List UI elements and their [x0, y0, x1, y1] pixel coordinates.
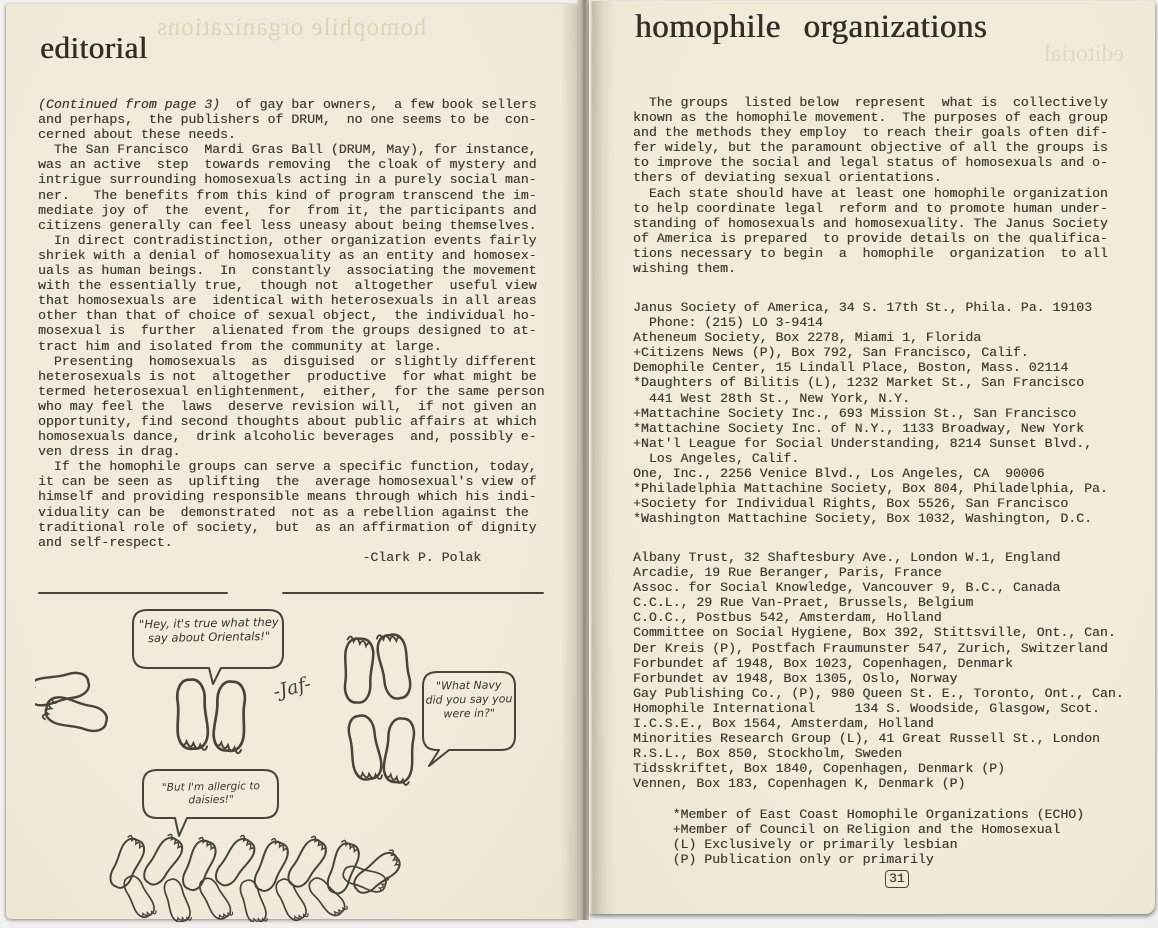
body-line: uals as human beings. In constantly associating the movement — [38, 263, 537, 279]
feet-cartoon-drawing — [35, 585, 566, 922]
body-line: was an active step towards removing the cloak of mystery and — [38, 157, 537, 173]
organization-line: Tidsskriftet, Box 1840, Copenhagen, Denmark (P) — [633, 761, 1005, 777]
organization-line: Arcadie, 19 Rue Beranger, Paris, France — [633, 565, 942, 581]
body-line: ner. The benefits from this kind of program transcend the im- — [38, 187, 537, 203]
body-line: of America is prepared to provide details on the qualifica- — [633, 230, 1108, 246]
page-number-badge: 31 — [885, 870, 909, 888]
body-line: intrigue surrounding homosexuals acting in a purely social man- — [38, 172, 537, 188]
body-line: himself and providing responsible means through which his indi- — [38, 489, 537, 505]
organization-line: +Society for Individual Rights, Box 5526, San Francisco — [633, 496, 1069, 512]
organization-line: Forbundet af 1948, Box 1023, Copenhagen, Denmark — [633, 655, 1013, 671]
body-line: mediate joy of the event, for from it, the participants and — [38, 202, 537, 218]
body-line: In direct contradistinction, other organization events fairly — [38, 232, 537, 248]
body-line: viduality can be demonstrated not as a rebellion against the — [38, 504, 529, 520]
body-line: other than that of choice of sexual object, the individual ho- — [38, 308, 537, 324]
standing-feet-pair — [175, 679, 248, 754]
organization-line: +Mattachine Society Inc., 693 Mission St., San Francisco — [633, 405, 1077, 421]
speech-bubble-3-text: "But I'm allergic to daisies!" — [161, 780, 260, 807]
body-line: citizens generally can feel less uneasy about being themselves. — [38, 217, 537, 233]
organization-line: Janus Society of America, 34 S. 17th St., Phila. Pa. 19103 — [633, 300, 1092, 315]
body-line: The groups listed below represent what is collectively — [633, 95, 1108, 110]
feet-chain-row — [106, 833, 405, 922]
page-gutter — [577, 0, 589, 920]
intro-paragraphs — [633, 95, 1108, 276]
organization-line: Demophile Center, 15 Lindall Place, Boston, Mass. 02114 — [633, 360, 1069, 376]
organization-line: C.C.L., 29 Rue Van-Praet, Brussels, Belgium — [633, 595, 974, 611]
body-line: (Continued from page 3) of gay bar owners, a few book sellers — [38, 97, 537, 112]
speech-bubble-2-text: "What Navy did you say you were in?" — [425, 678, 513, 720]
organization-line: +Nat'l League for Social Understanding, 8214 Sunset Blvd., — [633, 435, 1092, 451]
side-view-feet — [35, 669, 109, 735]
organization-line: Atheneum Society, Box 2278, Miami 1, Florida — [633, 330, 982, 346]
cartoonist-signature: -Jaf- — [270, 672, 314, 704]
body-line: tract him and isolated from the community at large. — [38, 338, 442, 354]
footnote-legend — [633, 807, 1084, 867]
feet-cartoon — [35, 585, 566, 922]
editorial-body — [38, 97, 544, 565]
organization-line: *Washington Mattachine Society, Box 1032, Washington, D.C. — [633, 511, 1092, 527]
left-page — [6, 4, 577, 919]
organization-line: Gay Publishing Co., (P), 980 Queen St. E., Toronto, Ont., Can. — [633, 685, 1124, 701]
body-line: traditional role of society, but as an affirmation of dignity — [38, 519, 537, 535]
body-line: that homosexuals are identical with heterosexuals in all areas — [38, 293, 537, 309]
facing-feet-group — [343, 631, 417, 785]
organization-line: *Daughters of Bilitis (L), 1232 Market St., San Francisco — [633, 375, 1085, 391]
body-line: -Clark P. Polak — [38, 549, 482, 565]
organization-line: One, Inc., 2256 Venice Blvd., Los Angeles, CA 90006 — [633, 466, 1045, 482]
body-line: shriek with a denial of homosexuality as an entity and homosex- — [38, 247, 537, 263]
organization-line: *Mattachine Society Inc. of N.Y., 1133 Broadway, New York — [633, 420, 1085, 436]
organization-line: Minorities Research Group (L), 41 Great Russell St., London — [633, 731, 1100, 747]
organization-line: Los Angeles, Calif. — [633, 450, 800, 466]
body-line: homosexuals dance, drink alcoholic beverages and, possibly e- — [38, 429, 537, 445]
body-line: to improve the social and legal status of homosexuals and o- — [633, 155, 1108, 171]
body-line: who may feel the laws deserve revision will, if not given an — [38, 398, 537, 414]
body-line: Each state should have at least one homophile organization — [633, 185, 1108, 201]
organization-line: Homophile International 134 S. Woodside, Glasgow, Scot. — [633, 700, 1100, 716]
footnote-line: (P) Publication only or primarily — [633, 852, 934, 868]
organization-line: Albany Trust, 32 Shaftesbury Ave., London W.1, England — [633, 550, 1061, 565]
organization-line: Der Kreis (P), Postfach Fraumunster 547, Zurich, Switzerland — [633, 640, 1108, 656]
body-line: The San Francisco Mardi Gras Ball (DRUM, May), for instance, — [38, 142, 537, 158]
body-line: wishing them. — [633, 261, 736, 277]
organization-line: 441 West 28th St., New York, N.Y. — [633, 390, 910, 406]
organization-line: *Philadelphia Mattachine Society, Box 804, Philadelphia, Pa. — [633, 481, 1108, 497]
footnote-line: (L) Exclusively or primarily lesbian — [633, 837, 958, 853]
editorial-title: editorial — [40, 30, 148, 65]
organization-line: Assoc. for Social Knowledge, Vancouver 9, B.C., Canada — [633, 580, 1061, 596]
body-line: heterosexuals is not altogether productive for what might be — [38, 368, 537, 384]
organization-line: +Citizens News (P), Box 792, San Francisco, Calif. — [633, 345, 1029, 361]
body-line: and perhaps, the publishers of DRUM, no one seems to be con- — [38, 112, 537, 128]
body-line: and the methods they employ to reach their goals often dif- — [633, 125, 1108, 141]
us-organizations-list — [633, 300, 1108, 526]
right-page — [589, 1, 1155, 914]
body-line: fer widely, but the paramount objective of all the groups is — [633, 140, 1108, 156]
body-line: tions necessary to begin a homophile organization to all — [633, 245, 1108, 261]
organization-line: Forbundet av 1948, Box 1305, Oslo, Norway — [633, 670, 958, 686]
body-line: to help coordinate legal reform and to promote human under- — [633, 200, 1108, 216]
body-line: thers of deviating sexual orientations. — [633, 170, 942, 186]
body-line: mosexual is further alienated from the groups designed to at- — [38, 323, 537, 339]
homophile-organizations-title: homophile organizations — [635, 9, 988, 45]
body-line: If the homophile groups can serve a specific function, today, — [38, 459, 537, 475]
speech-bubble-1-text: "Hey, it's true what they say about Orientals!" — [138, 614, 279, 646]
body-line: termed heterosexual enlightenment, either, for the same person — [38, 383, 545, 399]
organization-line: R.S.L., Box 850, Stockholm, Sweden — [633, 746, 903, 762]
organization-line: Phone: (215) LO 3-9414 — [633, 315, 823, 331]
organization-line: Committee on Social Hygiene, Box 392, Stittsville, Ont., Can. — [633, 625, 1116, 641]
organization-line: C.O.C., Postbus 542, Amsterdam, Holland — [633, 610, 942, 626]
organization-line: Vennen, Box 183, Copenhagen K, Denmark (P) — [633, 776, 966, 792]
footnote-line: *Member of East Coast Homophile Organizations (ECHO) — [633, 807, 1085, 822]
footnote-line: +Member of Council on Religion and the Homosexual — [633, 822, 1061, 838]
international-organizations-list — [633, 550, 1124, 792]
bleedthrough-ghost-text: homophile organizations — [156, 14, 427, 41]
body-line: opportunity, find second thoughts about public affairs at which — [38, 413, 537, 429]
body-line: standing of homosexuals and homosexuality. The Janus Society — [633, 215, 1108, 231]
body-line: and self-respect. — [38, 534, 173, 550]
body-line: cerned about these needs. — [38, 127, 236, 143]
body-line: Presenting homosexuals as disguised or slightly different — [38, 353, 537, 369]
body-line: with the essentially true, though not altogether useful view — [38, 278, 537, 294]
body-line: known as the homophile movement. The purposes of each group — [633, 110, 1108, 126]
body-line: ven dress in drag. — [38, 444, 181, 460]
organization-line: I.C.S.E., Box 1564, Amsterdam, Holland — [633, 716, 934, 732]
bleedthrough-ghost-text: editorial — [1044, 41, 1124, 67]
body-line: it can be seen as uplifting the average homosexual's view of — [38, 474, 537, 490]
